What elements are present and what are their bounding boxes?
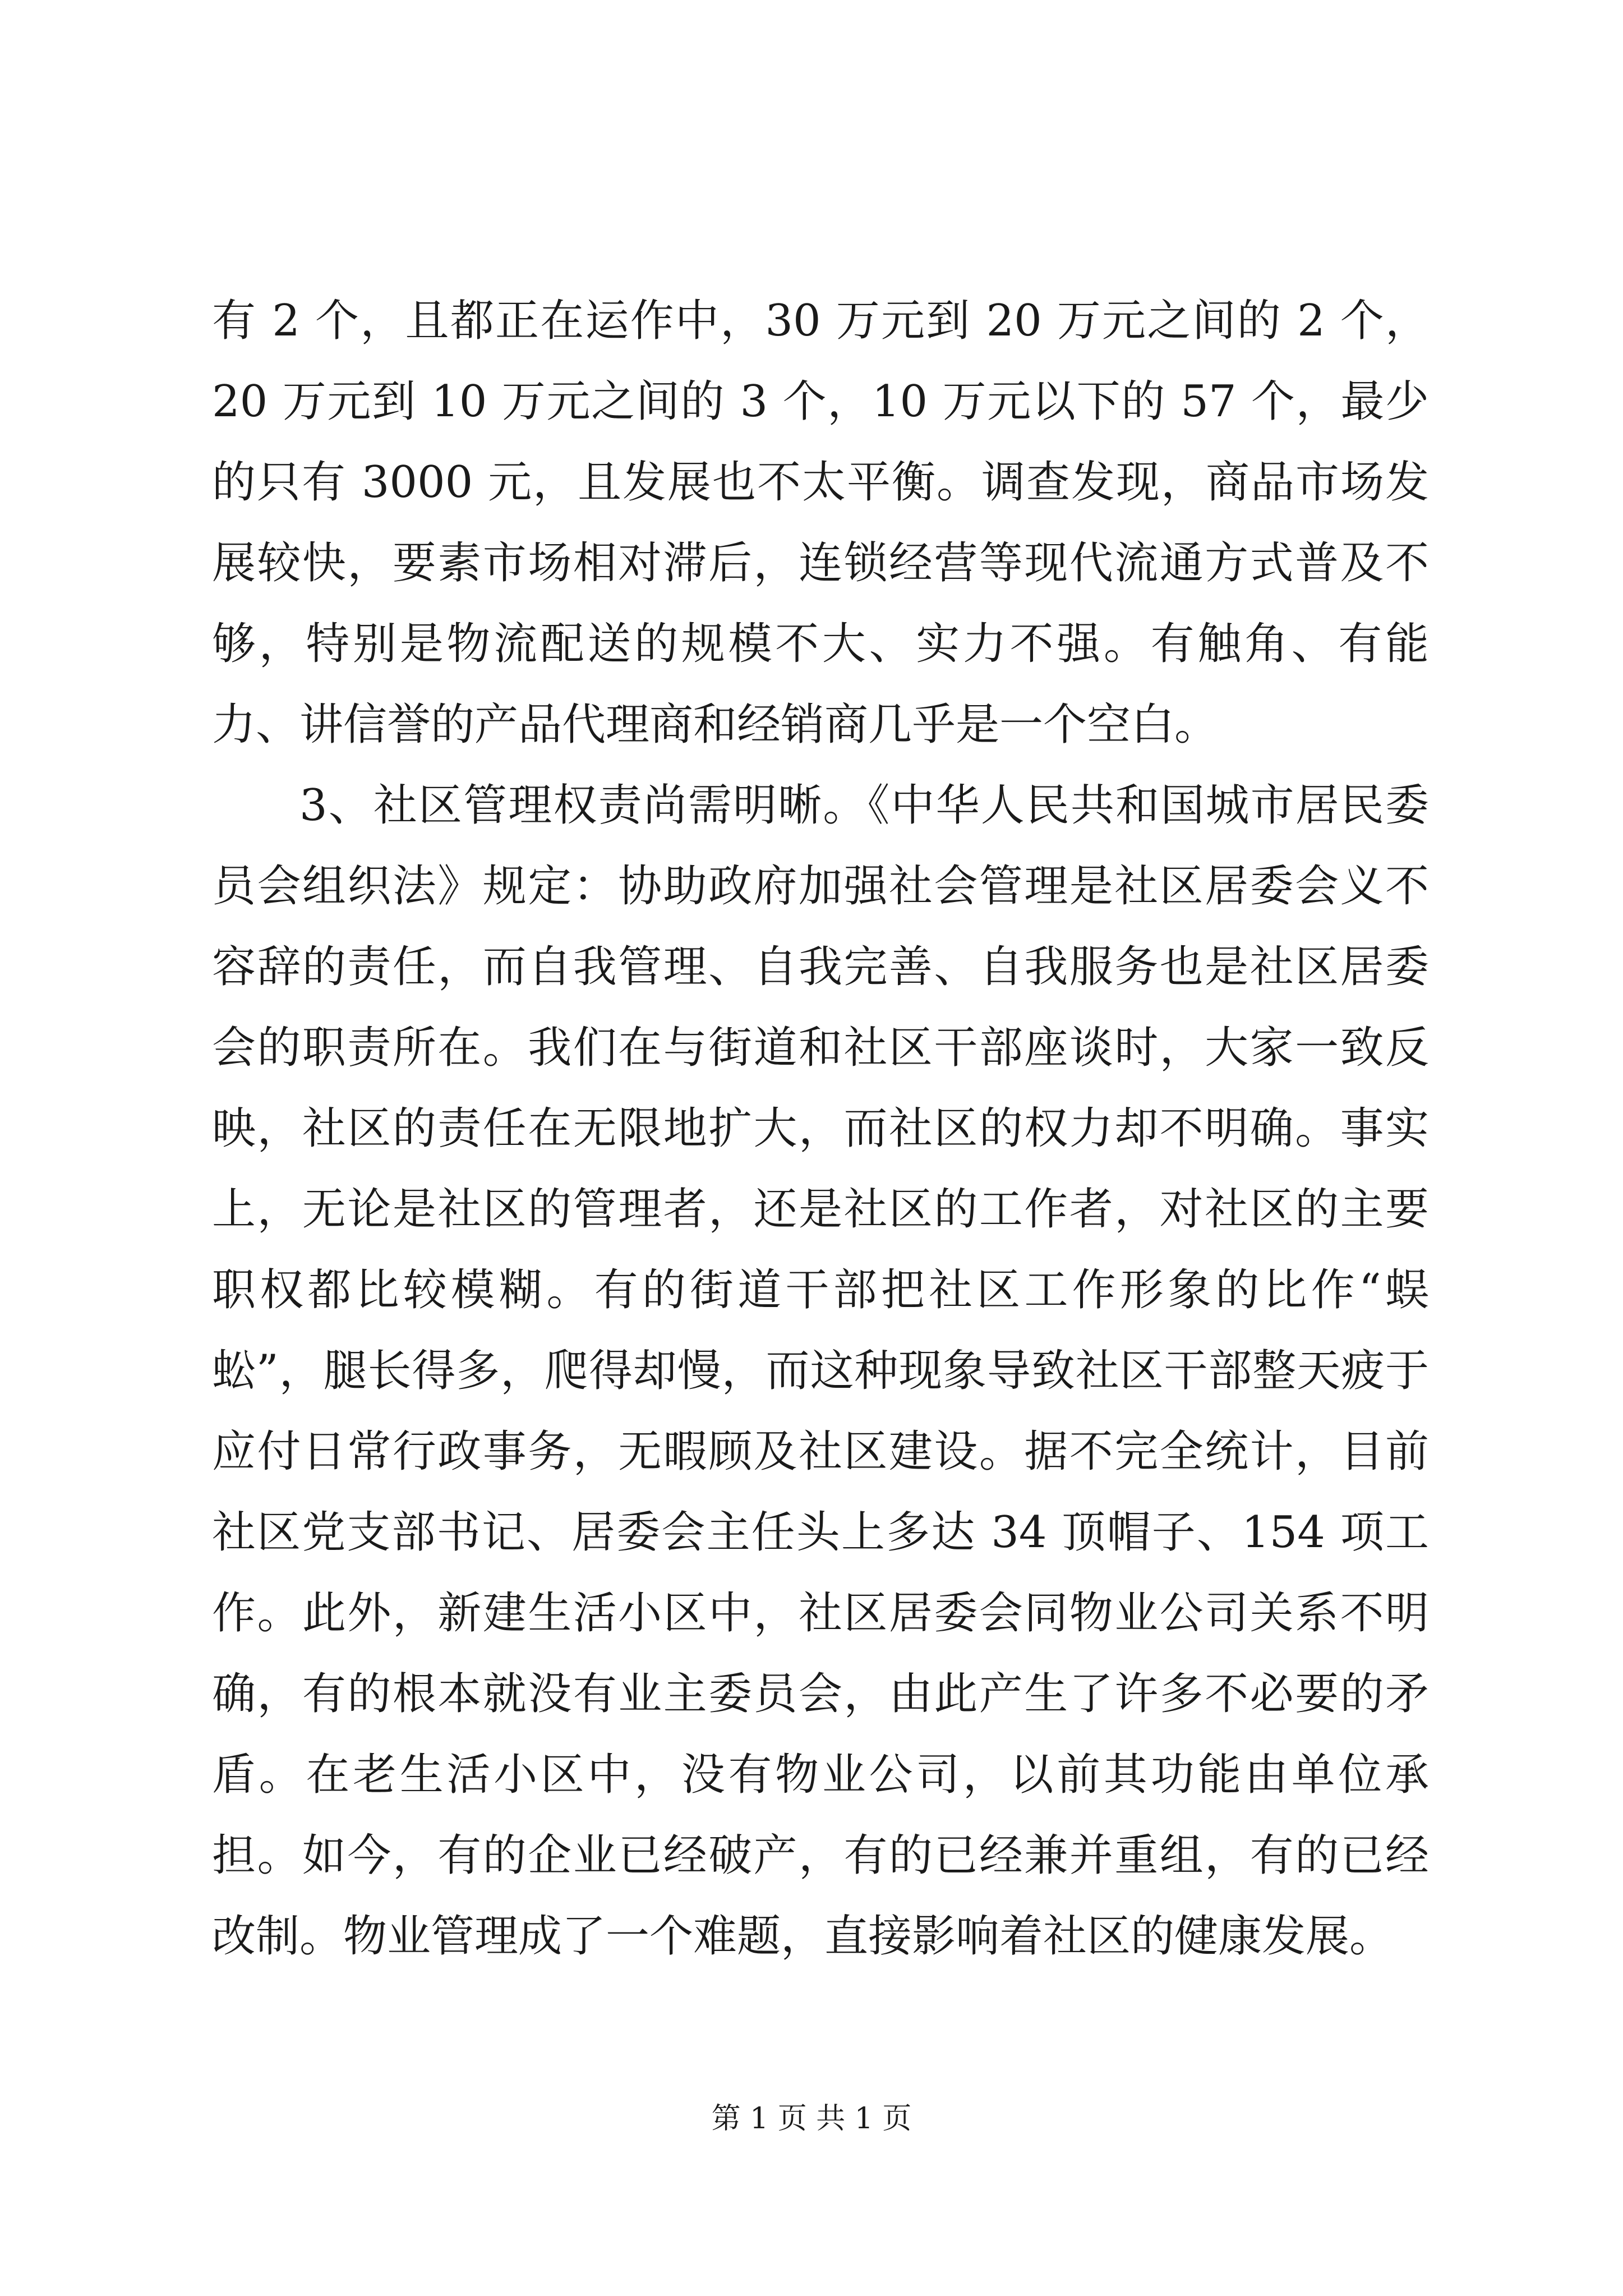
document-body (212, 280, 1429, 1977)
page-number-footer: 第 1 页 共 1 页 (711, 2102, 912, 2136)
paragraph-continuation: 有 2 个，且都正在运作中，30 万元到 20 万元之间的 2 个，20 万元到 10 万元之间的 3 个，10 万元以下的 57 个，最少的只有 3000 元，且发展也不太平衡。调查发现，商品市场发展较快，要素市场相对滞后，连锁经营等现代流通方式普及不够，特别是物流配送的规模不大、实力不强。有触角、有能力、讲信誉的产品代理商和经销商几乎是一个空白。 (212, 296, 1429, 750)
paragraph-community-management: 3、社区管理权责尚需明晰。《中华人民共和国城市居民委员会组织法》规定：协助政府加强社会管理是社区居委会义不容辞的责任，而自我管理、自我完善、自我服务也是社区居委会的职责所在。我们在与街道和社区干部座谈时，大家一致反映，社区的责任在无限地扩大，而社区的权力却不明确。事实上，无论是社区的管理者，还是社区的工作者，对社区的主要职权都比较模糊。有的街道干部把社区工作形象的比作“蜈蚣”，腿长得多，爬得却慢，而这种现象导致社区干部整天疲于应付日常行政事务，无暇顾及社区建设。据不完全统计，目前社区党支部书记、居委会主任头上多达 34 顶帽子、154 项工作。此外，新建生活小区中，社区居委会同物业公司关系不明确，有的根本就没有业主委员会，由此产生了许多不必要的矛盾。在老生活小区中，没有物业公司，以前其功能由单位承担。如今，有的企业已经破产，有的已经兼并重组，有的已经改制。物业管理成了一个难题，直接影响着社区的健康发展。 (212, 780, 1429, 1962)
